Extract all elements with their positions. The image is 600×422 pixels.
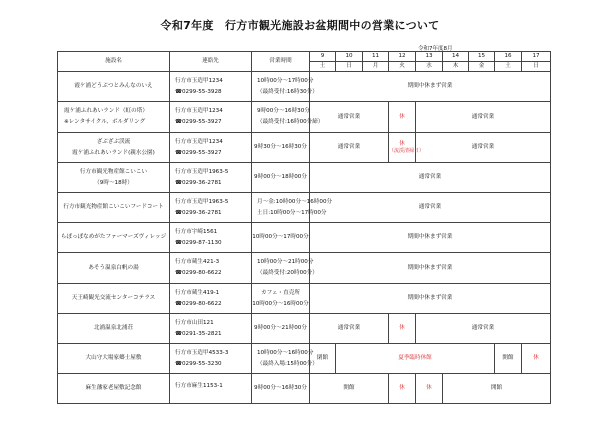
address: 行方市山田121	[175, 319, 214, 326]
header-weekday: 月	[363, 62, 389, 72]
closed-cell: 休	[389, 102, 416, 133]
hours-cell: 10時00分～17時00分	[252, 223, 310, 253]
status-cell: 開館	[310, 374, 389, 404]
table-row	[58, 284, 551, 314]
status-cell: 通常営業	[310, 193, 551, 223]
phone: ☎0299-36-2781	[175, 179, 222, 186]
hours-line: 10時00分～16時00分	[257, 349, 314, 356]
table-row	[58, 374, 551, 404]
status-cell: 開館	[443, 374, 551, 404]
status-cell: 通常営業	[416, 133, 551, 163]
header-date: 13	[416, 52, 443, 62]
hours-cell: 9時30分～16時30分	[252, 133, 310, 163]
facility-name: 北浦温泉北浦荘	[58, 314, 170, 344]
table-row	[58, 314, 551, 344]
phone: ☎0299-55-3927	[175, 149, 222, 156]
facility-name-line: 行方市観光物産館こいこい	[79, 168, 148, 175]
status-cell: 期間中休まず営業	[310, 223, 551, 253]
contact-cell	[170, 314, 252, 344]
hours-cell: 9時00分～18時00分	[252, 163, 310, 193]
header-date: 15	[469, 52, 495, 62]
phone: ☎0299-80-6622	[175, 300, 222, 307]
phone: ☎0299-55-3927	[175, 119, 222, 125]
address: 行方市玉造甲1234	[175, 138, 223, 145]
status-cell: 通常営業	[310, 133, 389, 163]
schedule-table	[57, 51, 551, 404]
table-row	[58, 253, 551, 284]
header-weekday: 火	[389, 62, 416, 72]
header-date: 12	[389, 52, 416, 62]
header-contact: 連絡先	[170, 52, 252, 72]
address: 行方市麻生1153-1	[175, 383, 223, 389]
facility-name	[58, 163, 170, 193]
header-weekday: 日	[336, 62, 363, 72]
phone: ☎0299-55-3230	[175, 360, 222, 367]
contact-cell	[170, 102, 252, 133]
closed-reason: （流渓清掃日）	[389, 147, 425, 154]
header-weekday: 金	[469, 62, 495, 72]
phone: ☎0299-36-2781	[175, 209, 222, 216]
facility-name	[58, 133, 170, 163]
status-cell: 通常営業	[310, 163, 551, 193]
header-weekday: 水	[416, 62, 443, 72]
contact-cell	[170, 284, 252, 314]
phone: ☎0291-35-2821	[175, 330, 222, 337]
hours-line: 10時00分～21時00分	[257, 259, 314, 266]
page-title: 令和7年度 行方市観光施設お盆期間中の営業について	[160, 19, 440, 32]
status-cell: 通常営業	[416, 102, 551, 133]
facility-name: あそう温泉白帆の湯	[58, 253, 170, 284]
facility-name: 大山守大場家郷士屋敷	[58, 344, 170, 374]
header-hours: 営業時間	[252, 52, 310, 72]
facility-name: 麻生藩家老屋敷記念館	[58, 374, 170, 404]
address: 行方市蔵生419-1	[175, 289, 220, 296]
hours-cell	[252, 253, 318, 284]
hours-cell: 9時00分～16時30分	[252, 374, 310, 404]
header-date: 10	[336, 52, 363, 62]
header-date: 11	[363, 52, 389, 62]
contact-cell	[170, 193, 252, 223]
hours-line: 土日:10時00分～17時00分	[257, 209, 327, 216]
hours-line: （最終受付:16時30分）	[257, 88, 318, 95]
contact-cell	[170, 344, 252, 374]
closed-cell: 休	[416, 374, 443, 404]
header-weekday: 木	[443, 62, 469, 72]
phone: ☎0299-55-3928	[175, 88, 222, 95]
hours-cell	[252, 193, 333, 223]
closed-cell: 夏季臨時休館	[336, 344, 495, 374]
status-cell: 期間中休まず営業	[310, 284, 551, 314]
facility-name-note: ※レンタサイクル、ボルダリング	[64, 119, 146, 125]
address: 行方市玉造甲1234	[175, 108, 223, 115]
header-weekday: 土	[495, 62, 522, 72]
address: 行方市蔵生421-3	[175, 259, 220, 266]
phone: ☎0299-87-1130	[175, 239, 222, 246]
hours-cell	[252, 72, 318, 102]
closed-label: 休	[399, 140, 405, 147]
hours-cell: 9時00分～21時00分	[252, 314, 310, 344]
hours-line: （最終受付:16時00分締）	[257, 119, 324, 125]
hours-line: 10時00分～16時00分	[252, 300, 309, 307]
facility-name: らぽっぽなめがたファーマーズヴィレッジ	[58, 223, 170, 253]
header-date: 9	[310, 52, 336, 62]
contact-cell	[170, 163, 252, 193]
table-row	[58, 193, 551, 223]
address: 行方市玉造甲1963-5	[175, 168, 229, 175]
table-row	[58, 102, 551, 133]
status-cell: 通常営業	[310, 314, 389, 344]
header-date: 17	[522, 52, 551, 62]
header-row-dates	[58, 52, 551, 62]
facility-name-line: ざぶざぶ渓流	[96, 138, 131, 145]
hours-line: （最終受付:20時00分）	[257, 270, 318, 276]
hours-cell	[252, 284, 310, 314]
facility-name-line: （9時～18時）	[94, 179, 133, 186]
contact-cell	[170, 133, 252, 163]
header-weekday: 日	[522, 62, 551, 72]
table-row	[58, 133, 551, 163]
table-caption: 令和7年度8月	[418, 46, 453, 52]
facility-name	[58, 102, 170, 133]
status-cell: 閉館	[310, 344, 336, 374]
hours-line: 9時00分～16時30分	[257, 108, 310, 115]
hours-line: （最終入場:15時00分）	[257, 360, 318, 367]
facility-name: 霞ケ浦どうぶつとみんなのいえ	[58, 72, 170, 102]
contact-cell	[170, 72, 252, 102]
facility-name-line: 霞ケ浦ふれあいランド（虹の塔）	[64, 108, 148, 115]
hours-line: カフェ・直売所	[261, 289, 300, 296]
status-cell: 期間中休まず営業	[310, 72, 551, 102]
facility-name-line: 霞ケ浦ふれあいランド(親水公園)	[72, 149, 155, 156]
closed-cell: 休	[389, 374, 416, 404]
address: 行方市玉造甲4533-3	[175, 349, 229, 356]
contact-cell	[170, 374, 252, 404]
closed-cell	[389, 133, 425, 163]
status-cell: 期間中休まず営業	[310, 253, 551, 284]
header-date: 16	[495, 52, 522, 62]
status-cell: 通常営業	[310, 102, 389, 133]
contact-cell	[170, 253, 252, 284]
header-date: 14	[443, 52, 469, 62]
hours-cell	[252, 344, 318, 374]
hours-cell	[252, 102, 324, 133]
facility-name: 行方市観光物産館こいこいフードコート	[58, 193, 170, 223]
facility-name: 天王崎観光交流センターコテラス	[58, 284, 170, 314]
table-row	[58, 72, 551, 102]
closed-cell: 休	[522, 344, 551, 374]
address: 行方市宇崎1561	[175, 228, 218, 235]
address: 行方市玉造甲1234	[175, 77, 223, 84]
table-row	[58, 163, 551, 193]
hours-line: 10時00分～17時00分	[257, 77, 314, 84]
header-weekday: 土	[310, 62, 336, 72]
address: 行方市玉造甲1963-5	[175, 198, 229, 205]
hours-line: 月～金:10時00分～16時00分	[257, 198, 333, 205]
table-row	[58, 223, 551, 253]
phone: ☎0299-80-6622	[175, 270, 222, 276]
status-cell: 通常営業	[416, 314, 551, 344]
contact-cell	[170, 223, 252, 253]
header-facility: 施設名	[58, 52, 170, 72]
closed-cell: 休	[389, 314, 416, 344]
status-cell: 開館	[495, 344, 522, 374]
table-row	[58, 344, 551, 374]
